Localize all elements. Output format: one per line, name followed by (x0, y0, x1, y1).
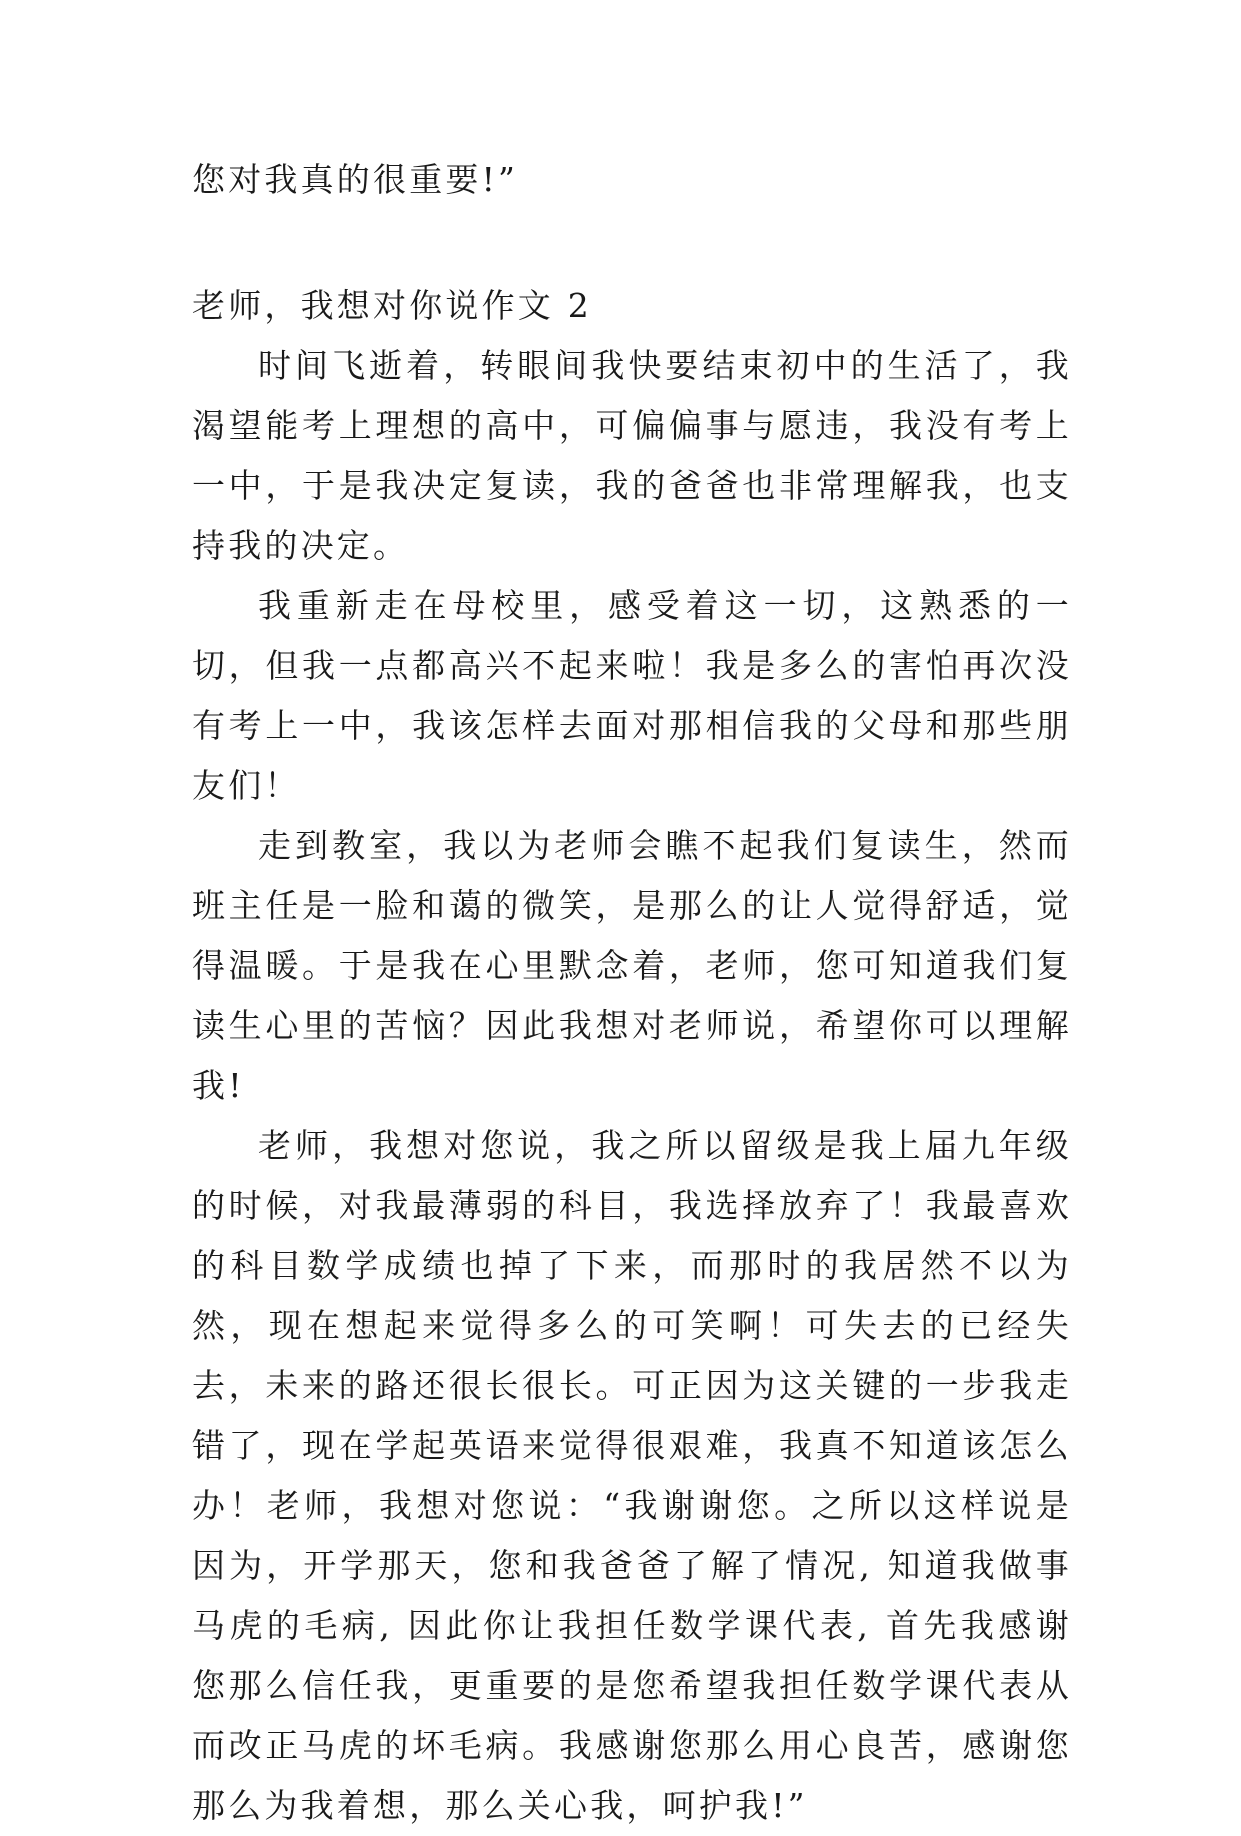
essay-heading: 老师，我想对你说作文 2 (192, 286, 592, 325)
paragraph-2: 我重新走在母校里，感受着这一切，这熟悉的一切，但我一点都高兴不起来啦！我是多么的害怕再次没有考上一中，我该怎样去面对那相信我的父母和那些朋友们！ (192, 586, 1072, 805)
paragraph-3: 走到教室，我以为老师会瞧不起我们复读生，然而班主任是一脸和蔼的微笑，是那么的让人觉得舒适，觉得温暖。于是我在心里默念着，老师，您可知道我们复读生心里的苦恼？因此我想对老师说，希望你可以理解我! (192, 826, 1072, 1105)
document-page (192, 150, 1072, 1825)
paragraph-1: 时间飞逝着，转眼间我快要结束初中的生活了，我渴望能考上理想的高中，可偏偏事与愿违，我没有考上一中，于是我决定复读，我的爸爸也非常理解我，也支持我的决定。 (192, 346, 1072, 565)
opening-line: 您对我真的很重要!” (192, 160, 519, 199)
paragraph-4: 老师，我想对您说，我之所以留级是我上届九年级的时候，对我最薄弱的科目，我选择放弃了！我最喜欢的科目数学成绩也掉了下来，而那时的我居然不以为然，现在想起来觉得多么的可笑啊！可失去的已经失去，未来的路还很长很长。可正因为这关键的一步我走错了，现在学起英语来觉得很艰难，我真不知道该怎么办！老师，我想对您说：“我谢谢您。之所以这样说是因为，开学那天，您和我爸爸了解了情况, 知道我做事马虎的毛病, 因此你让我担任数学课代表, 首先我感谢您那么信任我，更重要的是您希望我担任数学课代表从而改正马虎的坏毛病。我感谢您那么用心良苦，感谢您那么为我着想，那么关心我，呵护我!” (192, 1126, 1072, 1825)
